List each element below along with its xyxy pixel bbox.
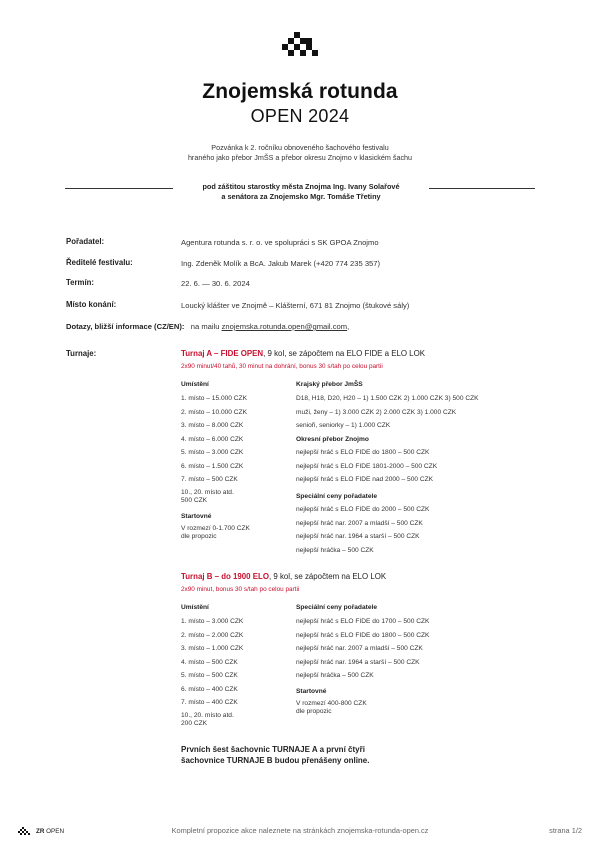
checkered-rotunda-logo-icon [282,32,318,56]
venue-value: Loucký klášter ve Znojmě – Klášterní, 671 81 Znojmo (štukové sály) [181,301,410,310]
list-item: nejlepší hráčka – 500 CZK [296,546,374,554]
invitation-text [0,143,600,163]
tournament-b-places-header: Umístění [181,604,209,611]
tournament-b-places-extra [181,712,234,728]
list-item: nejlepší hráč s ELO FIDE do 1800 – 500 CZK [296,449,430,456]
list-item: 5. místo – 3.000 CZK [181,449,244,456]
list-item: nejlepší hráč nar. 1964 a starší – 500 CZK [296,658,420,666]
tournament-b-places-list [181,615,243,710]
list-item: 3. místo – 8.000 CZK [181,422,244,429]
list-item: nejlepší hráč nar. 1964 a starší – 500 CZK [296,533,420,540]
tournament-a-district-header: Okresní přebor Znojmo [296,436,369,443]
tournament-a-tempo: 2x90 minut/40 tahů, 30 minut na dohrání, bonus 30 s/tah po celou partii [181,363,383,370]
fee-line-1: V rozmezí 0-1.700 CZK [181,525,250,532]
list-item: 4. místo – 6.000 CZK [181,435,244,443]
directors-value: Ing. Zdeněk Molík a BcA. Jakub Marek (+420 774 235 357) [181,259,381,268]
list-item: nejlepší hráč nar. 2007 a mladší – 500 CZK [296,519,423,527]
fee-line-2: dle propozic [296,708,332,715]
organizer-label: Pořadatel: [66,237,105,246]
tournament-b-fee [296,700,367,716]
list-item: nejlepší hráčka – 500 CZK [296,672,374,679]
tournament-a-places-header: Umístění [181,381,209,388]
contact-email-link[interactable]: znojemska.rotunda.open@gmail.com [221,322,348,331]
list-item: nejlepší hráč s ELO FIDE nad 2000 – 500 CZK [296,476,434,483]
invitation-line-1: Pozvánka k 2. ročníku obnoveného šachového festivalu [211,143,389,152]
list-item: nejlepší hráč s ELO FIDE do 1700 – 500 CZK [296,618,430,625]
page-title: Znojemská rotunda [202,80,398,103]
tournament-b-tempo: 2x90 minut, bonus 30 s/tah po celou partii [181,586,300,593]
tournament-a-fee [181,525,250,541]
places-extra-line-2: 200 CZK [181,720,208,727]
venue-label: Místo konání: [66,300,117,309]
list-item: nejlepší hráč s ELO FIDE do 1800 – 500 CZK [296,631,430,639]
contact-row [66,322,349,331]
date-value: 22. 6. — 30. 6. 2024 [181,279,250,288]
places-extra-line-1: 10., 20. místo atd. [181,489,234,496]
patronage-line-1: pod záštitou starostky města Znojma Ing. Ivany Solařové [202,182,400,191]
broadcast-line-1: Prvních šest šachovnic TURNAJE A a první čtyři [181,745,365,754]
places-extra-line-1: 10., 20. místo atd. [181,712,234,719]
list-item: senioři, seniorky – 1) 1.000 CZK [296,422,391,429]
contact-suffix: , [347,322,350,331]
tournament-b-name: Turnaj B – do 1900 ELO [181,572,269,581]
list-item: 3. místo – 1.000 CZK [181,645,244,652]
invitation-line-2: hraného jako přebor JmŠS a přebor okresu Znojmo v klasickém šachu [187,153,413,162]
contact-text: na mailu [190,322,220,331]
list-item: nejlepší hráč s ELO FIDE 1801-2000 – 500 CZK [296,462,438,470]
list-item: 7. místo – 400 CZK [181,699,238,706]
tournament-a-special-list [296,503,429,557]
list-item: 6. místo – 1.500 CZK [181,462,244,470]
page-subtitle: OPEN 2024 [250,106,350,126]
broadcast-line-2: šachovnice TURNAJE B budou přenášeny online. [181,756,370,765]
tournament-b-special-header: Speciální ceny pořadatele [296,604,377,611]
divider-left [65,188,173,189]
list-item: muži, ženy – 1) 3.000 CZK 2) 2.000 CZK 3) 1.000 CZK [296,408,457,416]
tournaments-label: Turnaje: [66,349,97,358]
list-item: 2. místo – 10.000 CZK [181,408,247,416]
list-item: nejlepší hráč s ELO FIDE do 2000 – 500 CZK [296,506,430,513]
organizer-value: Agentura rotunda s. r. o. ve spolupráci s SK GPOA Znojmo [181,238,379,247]
broadcast-note [181,744,369,766]
tournament-b-heading [181,572,386,581]
patronage-block [0,182,600,204]
list-item: 7. místo – 500 CZK [181,476,238,483]
footer-note: Kompletní propozice akce naleznete na stránkách znojemska-rotunda-open.cz [171,826,429,835]
tournament-b-fee-header: Startovné [296,688,327,695]
date-label: Termín: [66,278,95,287]
list-item: D18, H18, D20, H20 – 1) 1.500 CZK 2) 1.000 CZK 3) 500 CZK [296,395,479,402]
patronage-line-2: a senátora za Znojemsko Mgr. Tomáše Třetiny [221,192,381,201]
tournament-b-details: , 9 kol, se zápočtem na ELO LOK [269,572,387,581]
tournament-b-special-list [296,615,429,683]
contact-label: Dotazy, bližší informace (CZ/EN): [66,322,185,331]
tournament-a-places-extra [181,489,234,505]
fee-line-1: V rozmezí 400-800 CZK [296,700,367,707]
list-item: 6. místo – 400 CZK [181,685,238,693]
tournament-a-regional-list [296,392,479,433]
tournament-a-regional-header: Krajský přebor JmŠS [296,381,363,388]
directors-label: Ředitelé festivalu: [66,258,133,267]
tournament-a-details: , 9 kol, se zápočtem na ELO FIDE a ELO LOK [263,349,425,358]
list-item: nejlepší hráč nar. 2007 a mladší – 500 CZK [296,645,423,652]
tournament-a-district-list [296,446,437,487]
list-item: 2. místo – 2.000 CZK [181,631,244,639]
list-item: 1. místo – 15.000 CZK [181,395,247,402]
divider-right [429,188,535,189]
footer-logo-open: OPEN [46,827,65,835]
page-number: strana 1/2 [549,826,582,835]
tournament-a-name: Turnaj A – FIDE OPEN [181,349,264,358]
patronage-text [173,182,429,202]
list-item: 1. místo – 3.000 CZK [181,618,244,625]
places-extra-line-2: 500 CZK [181,497,208,504]
list-item: 4. místo – 500 CZK [181,658,238,666]
tournament-a-places-list [181,392,247,487]
tournament-a-heading [181,349,425,358]
footer-logo-zr: ZR [36,827,45,835]
tournament-a-special-header: Speciální ceny pořadatele [296,493,377,500]
tournament-a-fee-header: Startovné [181,513,212,520]
list-item: 5. místo – 500 CZK [181,672,238,679]
fee-line-2: dle propozic [181,533,217,540]
